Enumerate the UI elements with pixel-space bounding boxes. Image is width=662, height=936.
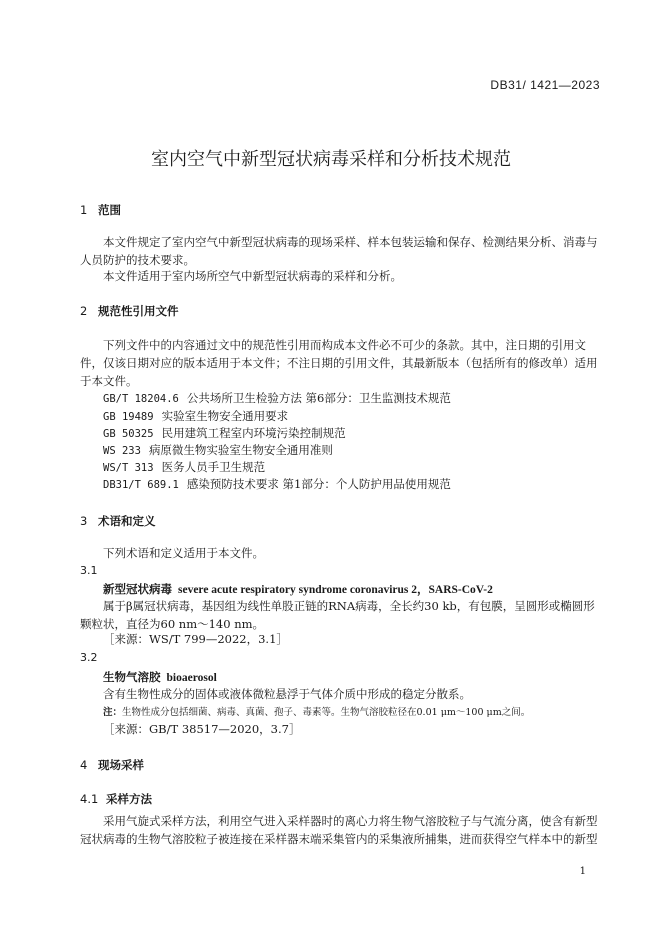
section-1-heading bbox=[80, 202, 121, 218]
section-3-heading bbox=[80, 513, 156, 529]
paragraph: 本文件适用于室内场所空气中新型冠状病毒的采样和分析。 bbox=[103, 269, 402, 283]
reference-name: 病原微生物实验室生物安全通用准则 bbox=[148, 443, 333, 457]
reference-name: 感染预防技术要求 第1部分：个人防护用品使用规范 bbox=[186, 477, 451, 491]
term-name-en: bioaerosol bbox=[166, 672, 217, 684]
paragraph: 下列文件中的内容通过文中的规范性引用而构成本文件必不可少的条款。其中，注日期的引用文件，仅该日期对应的版本适用于本文件；不注日期的引用文件，其最新版本（包括所有的修改单）适用于本文件。 bbox=[80, 338, 598, 388]
section-title: 范围 bbox=[98, 203, 121, 217]
section-number: 2 bbox=[80, 304, 88, 318]
term-name bbox=[103, 669, 217, 685]
reference-item bbox=[103, 408, 288, 424]
note-label: 注： bbox=[103, 707, 123, 718]
reference-name: 民用建筑工程室内环境污染控制规范 bbox=[161, 426, 346, 440]
subsection-number: 4.1 bbox=[80, 792, 99, 806]
term-definition: 含有生物性成分的固体或液体微粒悬浮于气体介质中形成的稳定分散系。 bbox=[103, 687, 471, 701]
section-title: 现场采样 bbox=[98, 758, 144, 772]
document-title: 室内空气中新型冠状病毒采样和分析技术规范 bbox=[151, 149, 511, 170]
subsection-title: 采样方法 bbox=[106, 792, 152, 806]
section-2-heading bbox=[80, 303, 179, 319]
paragraph: 本文件规定了室内空气中新型冠状病毒的现场采样、样本包装运输和保存、检测结果分析、消毒与人员防护的技术要求。 bbox=[80, 235, 598, 267]
reference-name: 医务人员手卫生规范 bbox=[161, 460, 266, 474]
reference-item bbox=[103, 476, 451, 492]
standard-number: DB31/ 1421—2023 bbox=[490, 78, 600, 92]
reference-code: GB 50325 bbox=[103, 428, 154, 440]
term-name-cn: 新型冠状病毒 bbox=[103, 582, 172, 596]
page-number: 1 bbox=[579, 866, 586, 877]
term-definition: 属于β属冠状病毒，基因组为线性单股正链的RNA病毒，全长约30 kb，有包膜，呈圆形或椭圆形颗粒状，直径为60 nm～140 nm。 bbox=[80, 599, 595, 631]
section-4-heading bbox=[80, 757, 144, 773]
reference-code: WS/T 313 bbox=[103, 462, 154, 474]
term-number: 3.1 bbox=[80, 564, 98, 577]
section-title: 术语和定义 bbox=[98, 514, 156, 528]
reference-code: WS 233 bbox=[103, 445, 141, 457]
reference-name: 公共场所卫生检验方法 第6部分：卫生监测技术规范 bbox=[186, 391, 451, 405]
paragraph: 采用气旋式采样方法，利用空气进入采样器时的离心力将生物气溶胶粒子与气流分离，使含有新型冠状病毒的生物气溶胶粒子被连接在采样器末端采集管内的采集液所捕集，进而获得空气样本中的新型 bbox=[80, 814, 598, 846]
section-number: 4 bbox=[80, 758, 88, 772]
reference-code: DB31/T 689.1 bbox=[103, 479, 179, 491]
section-title: 规范性引用文件 bbox=[98, 304, 179, 318]
paragraph: 下列术语和定义适用于本文件。 bbox=[103, 546, 264, 560]
term-name bbox=[103, 581, 493, 597]
term-name-cn: 生物气溶胶 bbox=[103, 670, 161, 684]
note-text: 生物性成分包括细菌、病毒、真菌、孢子、毒素等。生物气溶胶粒径在0.01 μm～100 μm之间。 bbox=[122, 707, 531, 718]
reference-item bbox=[103, 442, 333, 458]
term-number: 3.2 bbox=[80, 651, 98, 664]
term-source: ［来源：WS/T 799—2022，3.1］ bbox=[103, 632, 288, 646]
section-number: 1 bbox=[80, 203, 88, 217]
reference-code: GB/T 18204.6 bbox=[103, 393, 179, 405]
term-source: ［来源：GB/T 38517—2020，3.7］ bbox=[103, 722, 301, 736]
reference-item bbox=[103, 390, 451, 406]
reference-code: GB 19489 bbox=[103, 411, 154, 423]
reference-name: 实验室生物安全通用要求 bbox=[161, 409, 289, 423]
section-number: 3 bbox=[80, 514, 88, 528]
term-note bbox=[103, 704, 530, 718]
reference-item bbox=[103, 459, 265, 475]
subsection-4-1-heading bbox=[80, 791, 152, 807]
term-name-en: severe acute respiratory syndrome coronavirus 2，SARS-CoV-2 bbox=[178, 584, 493, 596]
reference-item bbox=[103, 425, 346, 441]
